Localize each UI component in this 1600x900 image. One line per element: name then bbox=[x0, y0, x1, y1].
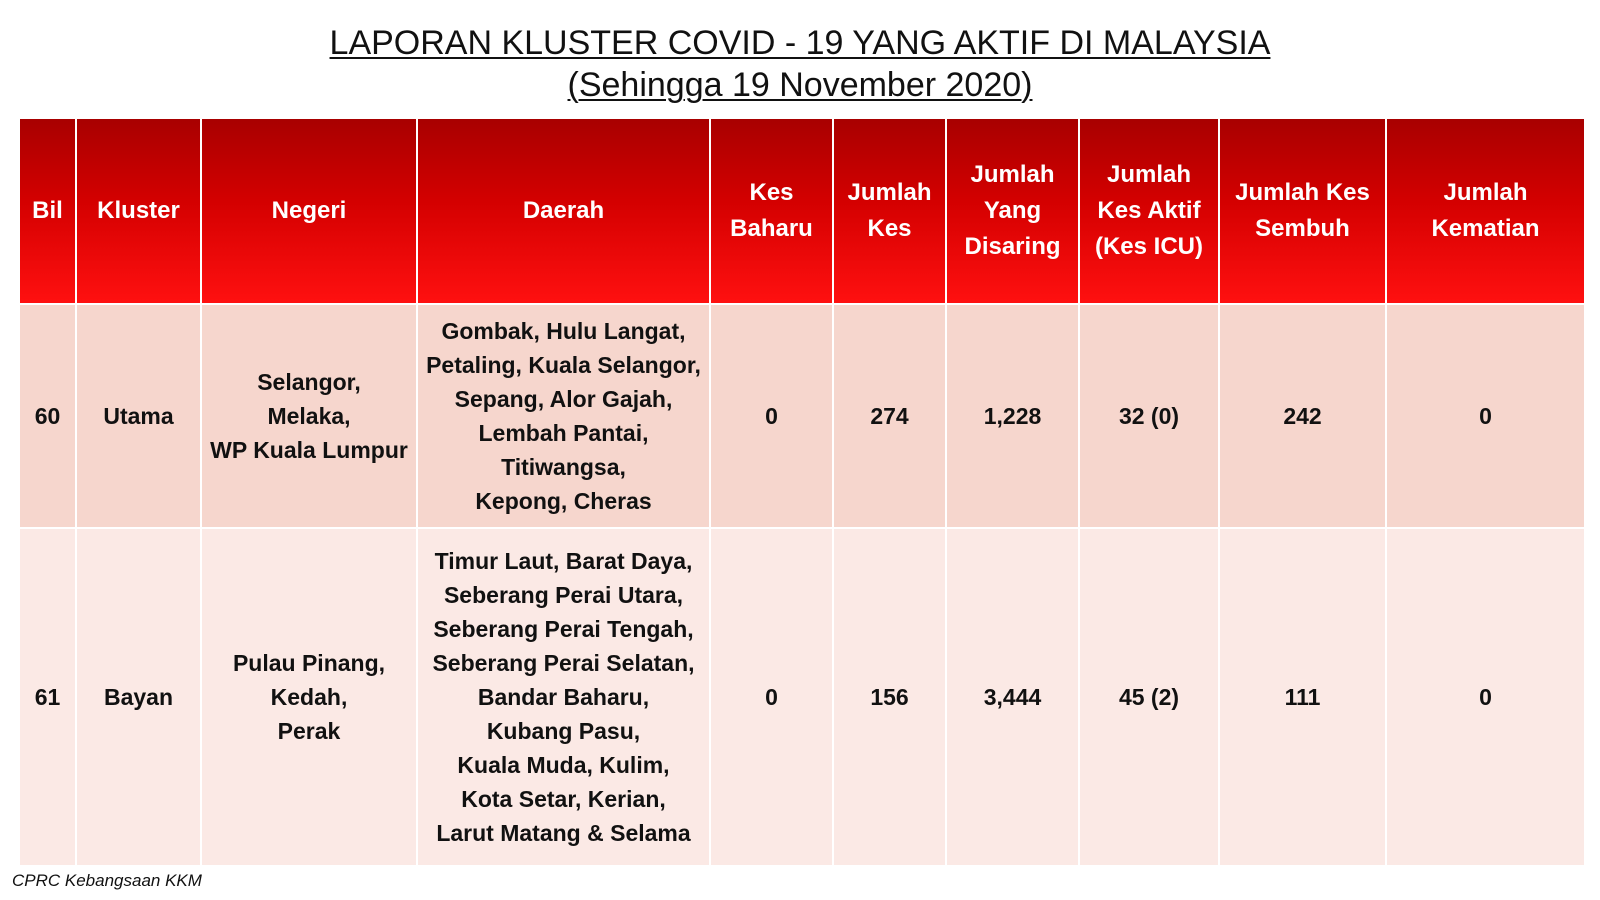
cell-jumlah-kes-sembuh: 242 bbox=[1219, 304, 1386, 528]
source-footnote: CPRC Kebangsaan KKM bbox=[12, 871, 202, 890]
cell-jumlah-disaring: 1,228 bbox=[946, 304, 1079, 528]
header-jumlah-kematian: Jumlah Kematian bbox=[1386, 118, 1585, 304]
cell-jumlah-kes-sembuh: 111 bbox=[1219, 528, 1386, 866]
header-daerah: Daerah bbox=[417, 118, 710, 304]
cell-kluster: Utama bbox=[76, 304, 201, 528]
header-jumlah-kes: Jumlah Kes bbox=[833, 118, 946, 304]
header-bil: Bil bbox=[19, 118, 76, 304]
report-title-date: (Sehingga 19 November 2020) bbox=[567, 66, 1033, 104]
cell-kluster: Bayan bbox=[76, 528, 201, 866]
table-row bbox=[19, 304, 1585, 528]
cell-bil: 60 bbox=[19, 304, 76, 528]
header-kluster: Kluster bbox=[76, 118, 201, 304]
cell-jumlah-kes-aktif: 32 (0) bbox=[1079, 304, 1219, 528]
cell-jumlah-kes-aktif: 45 (2) bbox=[1079, 528, 1219, 866]
cell-jumlah-disaring: 3,444 bbox=[946, 528, 1079, 866]
cell-daerah: Timur Laut, Barat Daya, Seberang Perai Utara, Seberang Perai Tengah, Seberang Perai Selatan, Bandar Baharu, Kubang Pasu, Kuala Muda, Kulim, Kota Setar, Kerian, Larut Matang & Selama bbox=[417, 528, 710, 866]
header-jumlah-kes-aktif: Jumlah Kes Aktif (Kes ICU) bbox=[1079, 118, 1219, 304]
header-negeri: Negeri bbox=[201, 118, 417, 304]
cluster-table bbox=[18, 117, 1586, 867]
cell-jumlah-kes: 156 bbox=[833, 528, 946, 866]
cell-kes-baharu: 0 bbox=[710, 528, 833, 866]
header-jumlah-kes-sembuh: Jumlah Kes Sembuh bbox=[1219, 118, 1386, 304]
table-row bbox=[19, 528, 1585, 866]
table-header bbox=[19, 118, 1585, 304]
report-title-main: LAPORAN KLUSTER COVID - 19 YANG AKTIF DI MALAYSIA bbox=[329, 24, 1271, 62]
header-jumlah-disaring: Jumlah Yang Disaring bbox=[946, 118, 1079, 304]
cell-jumlah-kes: 274 bbox=[833, 304, 946, 528]
cell-jumlah-kematian: 0 bbox=[1386, 528, 1585, 866]
cell-negeri: Selangor, Melaka, WP Kuala Lumpur bbox=[201, 304, 417, 528]
cell-kes-baharu: 0 bbox=[710, 304, 833, 528]
cell-negeri: Pulau Pinang, Kedah, Perak bbox=[201, 528, 417, 866]
cell-bil: 61 bbox=[19, 528, 76, 866]
header-kes-baharu: Kes Baharu bbox=[710, 118, 833, 304]
cell-jumlah-kematian: 0 bbox=[1386, 304, 1585, 528]
report-title bbox=[0, 22, 1600, 106]
cell-daerah: Gombak, Hulu Langat, Petaling, Kuala Selangor, Sepang, Alor Gajah, Lembah Pantai, Titiwangsa, Kepong, Cheras bbox=[417, 304, 710, 528]
header-row bbox=[19, 118, 1585, 304]
table-body bbox=[19, 304, 1585, 866]
